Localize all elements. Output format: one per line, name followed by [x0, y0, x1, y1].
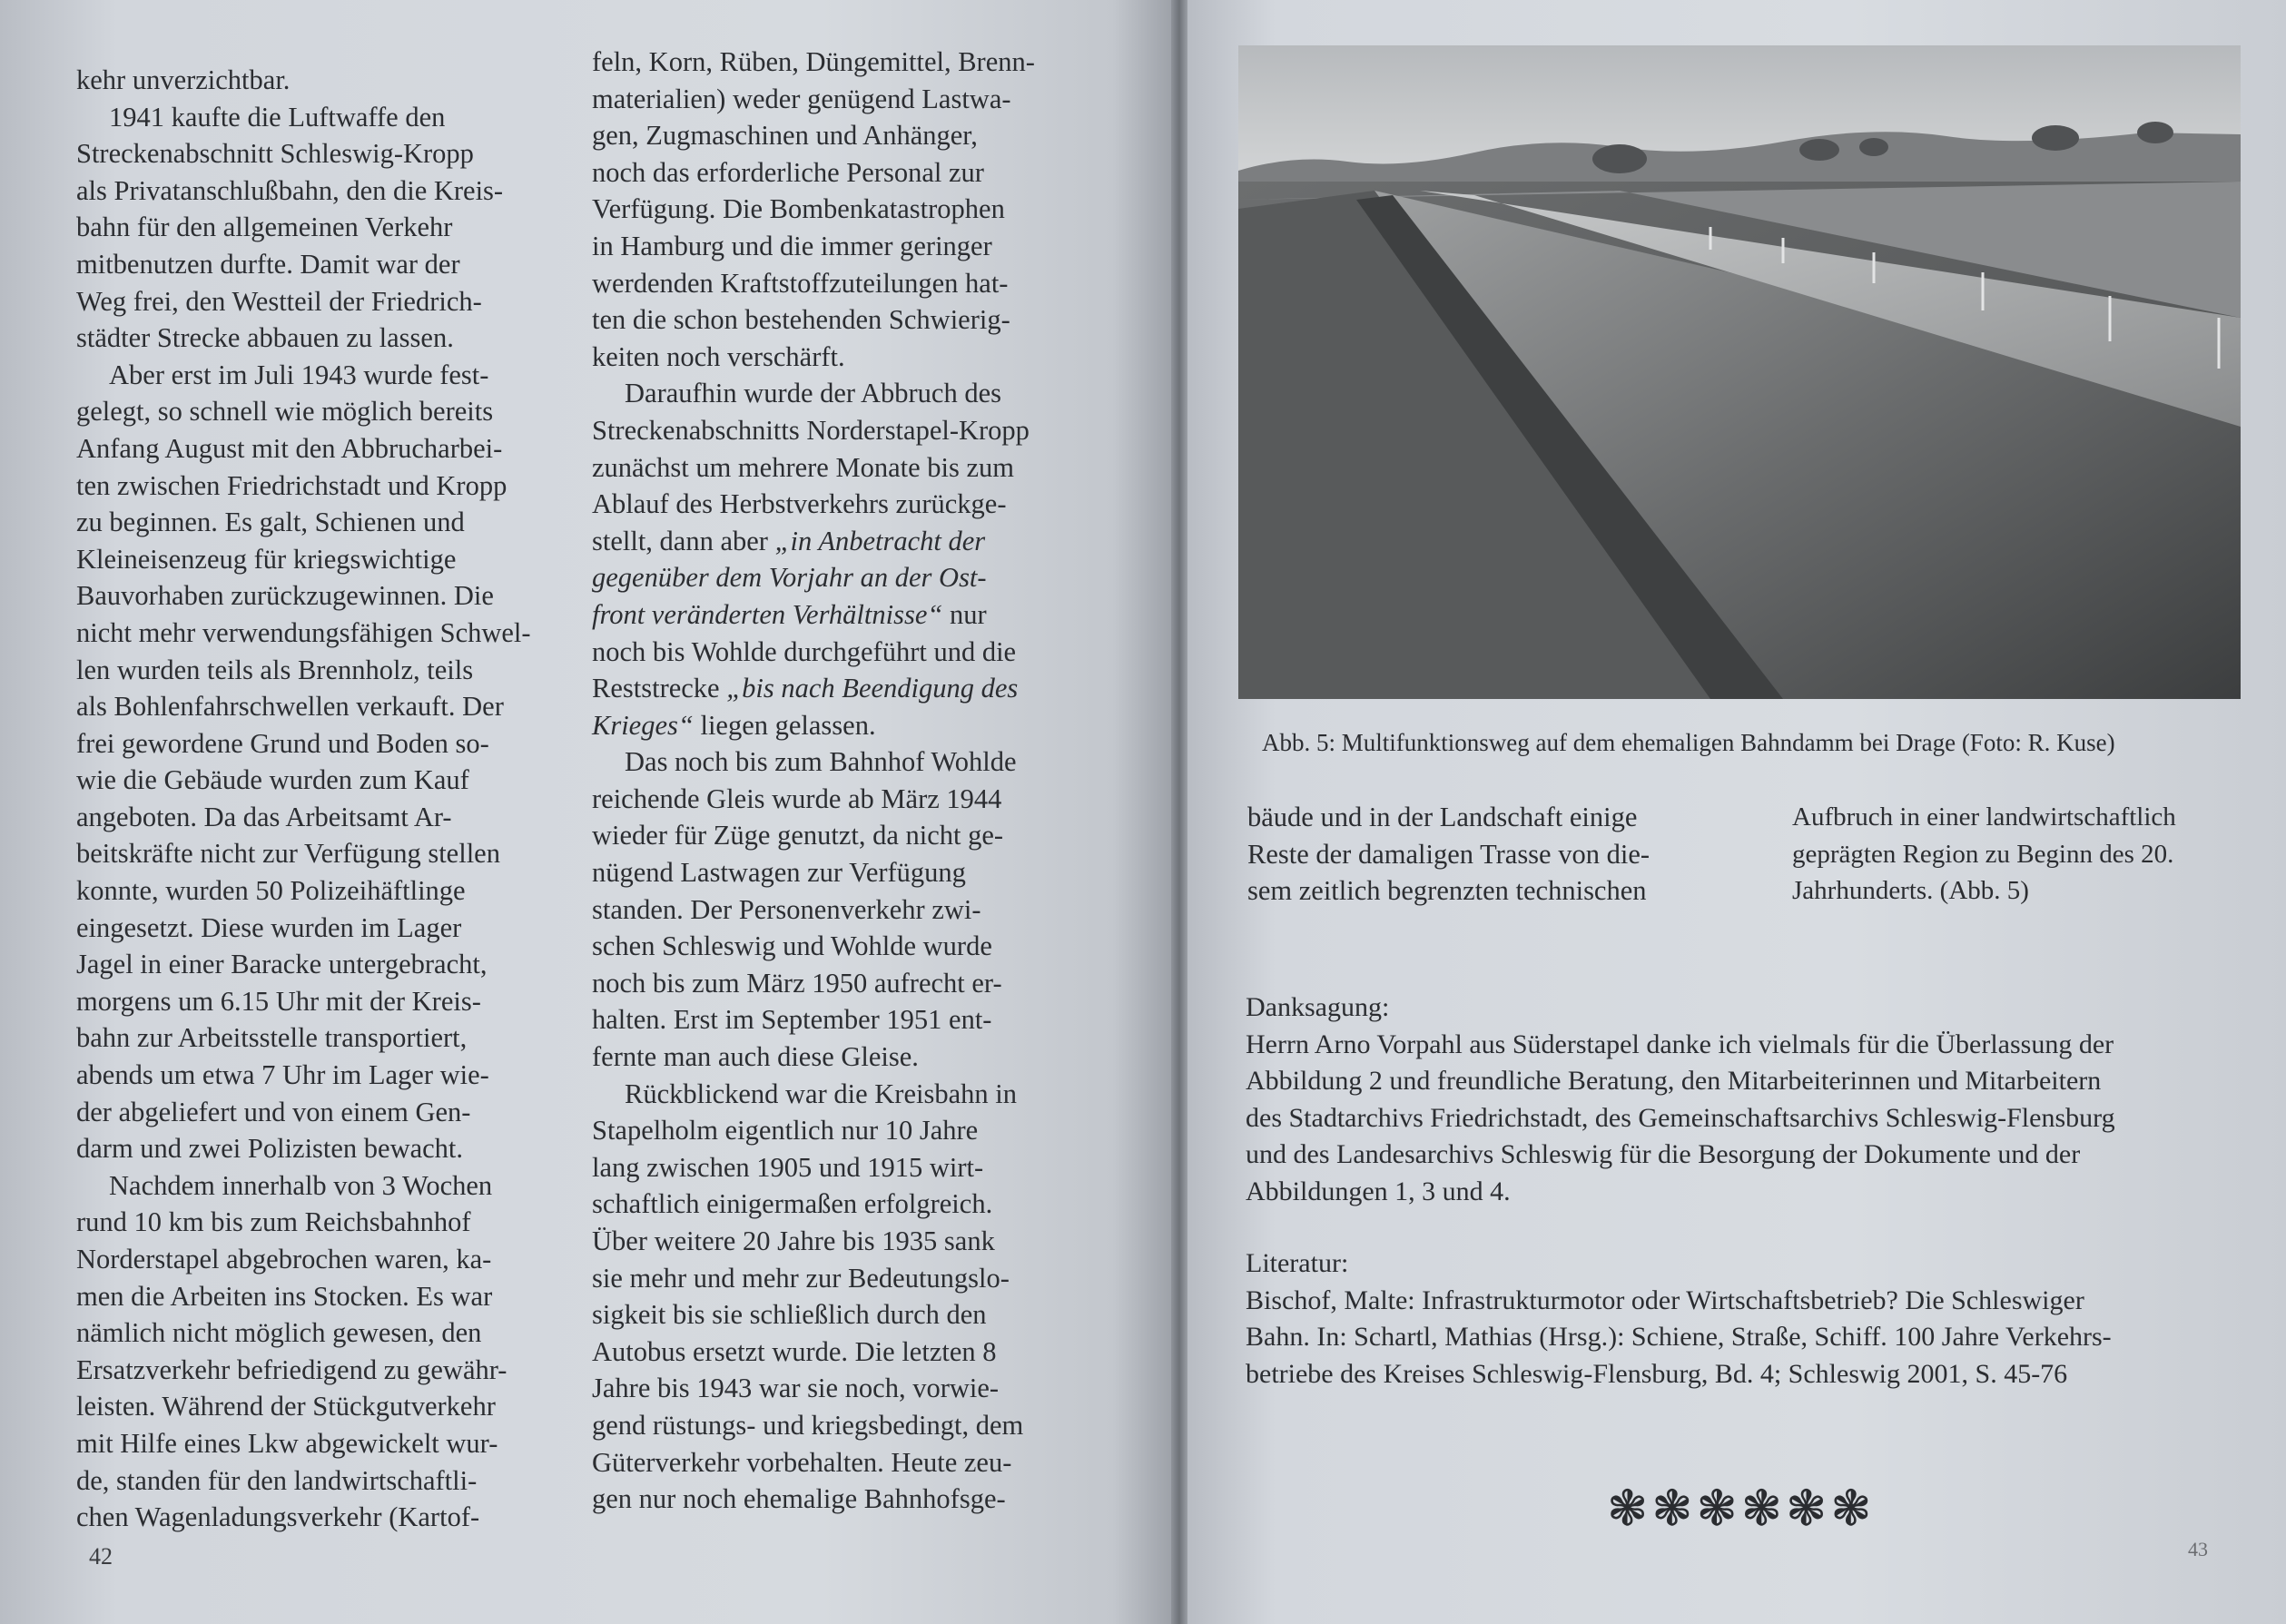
text-run: sie mehr und mehr zur Bedeutungslo- — [592, 1262, 1010, 1294]
acknowledgements-heading: Danksagung: — [1246, 992, 1390, 1022]
text-line — [592, 1481, 1089, 1518]
text-line — [76, 1204, 548, 1241]
text-line — [592, 965, 1089, 1002]
text-run: noch bis zum März 1950 aufrecht er- — [592, 967, 1002, 999]
text-run: Nachdem innerhalb von 3 Wochen — [109, 1169, 493, 1201]
text-line: Reste der damaligen Trasse von die- — [1247, 838, 1650, 870]
text-line: Bahn. In: Schartl, Mathias (Hrsg.): Schiene, Straße, Schiff. 100 Jahre Verkehrs- — [1246, 1322, 2112, 1353]
right-page-column-1 — [1247, 799, 1752, 910]
text-run: Jagel in einer Baracke untergebracht, — [76, 949, 488, 980]
italic-quote: „bis nach Beendigung des — [726, 673, 1019, 704]
text-run: gend rüstungs- und kriegsbedingt, dem — [592, 1409, 1024, 1441]
text-line — [76, 577, 548, 615]
literature-heading: Literatur: — [1246, 1248, 1349, 1278]
acknowledgements — [1246, 989, 2244, 1211]
text-line — [76, 393, 548, 430]
text-run: Verfügung. Die Bombenkatastrophen — [592, 193, 1005, 225]
text-line — [76, 1019, 548, 1057]
text-line — [76, 1425, 548, 1462]
text-line — [592, 1296, 1089, 1334]
text-line — [592, 707, 1089, 744]
text-run: stellt, dann aber — [592, 525, 768, 556]
italic-quote: Krieges“ — [592, 709, 694, 741]
text-run: beitskräfte nicht zur Verfügung stellen — [76, 838, 500, 870]
text-line — [592, 1407, 1089, 1444]
text-run: morgens um 6.15 Uhr mit der Kreis- — [76, 985, 481, 1017]
text-run: Das noch bis zum Bahnhof Wohlde — [625, 746, 1017, 778]
text-run: ten die schon bestehenden Schwierig- — [592, 304, 1010, 336]
text-run: Bauvorhaben zurückzugewinnen. Die — [76, 580, 494, 612]
text-run: Ersatzverkehr befriedigend zu gewähr- — [76, 1353, 507, 1385]
text-run: Anfang August mit den Abbrucharbei- — [76, 432, 503, 464]
text-run: nicht mehr verwendungsfähigen Schwel- — [76, 616, 531, 648]
text-line — [592, 1444, 1089, 1481]
text-run: Weg frei, den Westteil der Friedrich- — [76, 285, 482, 317]
text-run: gen nur noch ehemalige Bahnhofsge- — [592, 1483, 1006, 1515]
italic-quote: „in Anbetracht der — [774, 525, 986, 556]
text-run: Über weitere 20 Jahre bis 1935 sank — [592, 1225, 995, 1256]
text-line — [76, 135, 548, 172]
text-line: Herrn Arno Vorpahl aus Süderstapel danke ich vielmals für die Überlassung der — [1246, 1029, 2114, 1059]
text-line — [76, 1462, 548, 1500]
text-line — [592, 412, 1089, 449]
text-run: zunächst um mehrere Monate bis zum — [592, 451, 1014, 483]
text-line — [592, 1038, 1089, 1076]
text-run: standen. Der Personenverkehr zwi- — [592, 893, 981, 925]
page-number-right: 43 — [2188, 1538, 2208, 1560]
text-run: eingesetzt. Diese wurden im Lager — [76, 911, 462, 943]
text-line — [76, 172, 548, 210]
text-line — [76, 688, 548, 725]
text-line — [76, 946, 548, 983]
text-line: des Stadtarchivs Friedrichstadt, des Gemeinschaftsarchivs Schleswig-Flensburg — [1246, 1102, 2115, 1133]
text-line — [592, 854, 1089, 891]
text-run: mit Hilfe eines Lkw abgewickelt wur- — [76, 1427, 498, 1459]
italic-quote: front veränderten Verhältnisse“ — [592, 598, 943, 630]
text-run: wieder für Züge genutzt, da nicht ge- — [592, 820, 1004, 851]
text-line — [592, 1223, 1089, 1260]
text-run: noch bis Wohlde durchgeführt und die — [592, 635, 1017, 667]
text-line — [592, 301, 1089, 339]
text-run: nämlich nicht möglich gewesen, den — [76, 1317, 482, 1349]
text-line — [592, 891, 1089, 929]
text-run: Stapelholm eigentlich nur 10 Jahre — [592, 1115, 979, 1147]
text-run: gen, Zugmaschinen und Anhänger, — [592, 120, 978, 152]
text-run-tail: nur — [942, 598, 987, 630]
text-line — [592, 1260, 1089, 1297]
text-run: leisten. Während der Stückgutverkehr — [76, 1391, 496, 1422]
text-line — [592, 1334, 1089, 1371]
text-line — [592, 781, 1089, 818]
text-run: schen Schleswig und Wohlde wurde — [592, 930, 992, 962]
text-line — [76, 62, 548, 99]
text-line — [592, 486, 1089, 523]
text-line — [592, 1186, 1089, 1223]
text-line — [76, 468, 548, 505]
text-line — [76, 99, 548, 136]
text-line — [592, 449, 1089, 487]
text-run: Kleineisenzeug für kriegswichtige — [76, 543, 457, 575]
text-run: als Bohlenfahrschwellen verkauft. Der — [76, 691, 504, 723]
text-line — [592, 191, 1089, 228]
text-line — [592, 228, 1089, 265]
text-run: men die Arbeiten ins Stocken. Es war — [76, 1280, 493, 1312]
text-line — [592, 596, 1089, 634]
text-line: Aufbruch in einer landwirtschaftlich — [1792, 802, 2176, 832]
text-line — [76, 799, 548, 836]
text-line — [76, 1094, 548, 1131]
text-line — [592, 634, 1089, 671]
text-line — [592, 265, 1089, 302]
right-page-column-2 — [1792, 799, 2237, 910]
text-line — [592, 1149, 1089, 1186]
text-line: und des Landesarchivs Schleswig für die Besorgung der Dokumente und der — [1246, 1139, 2081, 1170]
text-run: Norderstapel abgebrochen waren, ka- — [76, 1244, 492, 1275]
text-line — [76, 615, 548, 652]
text-run: rund 10 km bis zum Reichsbahnhof — [76, 1206, 471, 1238]
text-line: sem zeitlich begrenzten technischen — [1247, 875, 1647, 907]
text-run: Daraufhin wurde der Abbruch des — [625, 378, 1001, 409]
text-line — [592, 375, 1089, 412]
book-gutter — [1171, 0, 1187, 1624]
text-run: Autobus ersetzt wurde. Die letzten 8 — [592, 1335, 997, 1367]
text-run: Jahre bis 1943 war sie noch, vorwie- — [592, 1373, 1000, 1404]
text-line — [592, 743, 1089, 781]
text-run-tail: liegen gelassen. — [693, 709, 876, 741]
text-run: bahn für den allgemeinen Verkehr — [76, 212, 453, 243]
text-run: 1941 kaufte die Luftwaffe den — [109, 101, 446, 133]
text-run: Rückblickend war die Kreisbahn in — [625, 1078, 1017, 1109]
text-line — [592, 1112, 1089, 1149]
text-line — [592, 81, 1089, 118]
text-run: kehr unverzichtbar. — [76, 64, 291, 95]
text-line — [76, 910, 548, 947]
text-line — [592, 117, 1089, 154]
text-line: bäude und in der Landschaft einige — [1247, 802, 1638, 832]
text-run: zu beginnen. Es galt, Schienen und — [76, 507, 465, 538]
text-line — [592, 339, 1089, 376]
text-line — [76, 1130, 548, 1167]
text-run: reichende Gleis wurde ab März 1944 — [592, 782, 1002, 814]
left-page-column-1 — [76, 62, 548, 1536]
text-line — [592, 559, 1089, 596]
text-line — [592, 1001, 1089, 1038]
text-run: schaftlich einigermaßen erfolgreich. — [592, 1188, 993, 1220]
text-line: Abbildungen 1, 3 und 4. — [1246, 1176, 1511, 1206]
text-run: bahn zur Arbeitsstelle transportiert, — [76, 1022, 468, 1054]
text-run: darm und zwei Polizisten bewacht. — [76, 1133, 464, 1165]
text-line — [76, 1167, 548, 1205]
text-line — [592, 817, 1089, 854]
text-run: fernte man auch diese Gleise. — [592, 1041, 919, 1073]
text-line — [76, 283, 548, 320]
text-line — [592, 523, 1089, 560]
text-run: abends um etwa 7 Uhr im Lager wie- — [76, 1059, 489, 1091]
text-run: in Hamburg und die immer geringer — [592, 230, 992, 261]
text-line — [76, 320, 548, 357]
text-run: städter Strecke abbauen zu lassen. — [76, 322, 454, 354]
text-line — [592, 154, 1089, 192]
text-line — [76, 983, 548, 1020]
text-line — [76, 430, 548, 468]
text-line — [592, 928, 1089, 965]
text-line — [76, 1314, 548, 1352]
page-number-left: 42 — [89, 1543, 113, 1570]
text-line — [592, 44, 1089, 81]
text-run: Streckenabschnitts Norderstapel-Kropp — [592, 414, 1030, 446]
text-run: Aber erst im Juli 1943 wurde fest- — [109, 359, 489, 390]
text-run: Streckenabschnitt Schleswig-Kropp — [76, 138, 474, 170]
text-line — [592, 670, 1089, 707]
text-line — [76, 1057, 548, 1094]
text-run: len wurden teils als Brennholz, teils — [76, 654, 474, 685]
embankment-photo — [1238, 45, 2241, 699]
text-line — [76, 209, 548, 246]
text-line — [76, 504, 548, 541]
text-line — [76, 725, 548, 763]
text-line: geprägten Region zu Beginn des 20. — [1792, 839, 2174, 869]
text-line — [76, 1388, 548, 1425]
text-line — [76, 762, 548, 799]
text-run: halten. Erst im September 1951 ent- — [592, 1004, 992, 1036]
text-run: angeboten. Da das Arbeitsamt Ar- — [76, 801, 452, 832]
photo-caption: Abb. 5: Multifunktionsweg auf dem ehemaligen Bahndamm bei Drage (Foto: R. Kuse) — [1262, 729, 2115, 756]
text-line — [76, 357, 548, 394]
text-run: Reststrecke — [592, 673, 720, 704]
text-run: keiten noch verschärft. — [592, 340, 845, 372]
text-line — [76, 1499, 548, 1536]
text-run: feln, Korn, Rüben, Düngemittel, Brenn- — [592, 46, 1035, 77]
text-line — [76, 872, 548, 910]
text-run: als Privatanschlußbahn, den die Kreis- — [76, 174, 504, 206]
text-run: mitbenutzen durfte. Damit war der — [76, 248, 460, 280]
italic-quote: gegenüber dem Vorjahr an der Ost- — [592, 562, 987, 594]
text-line: Abbildung 2 und freundliche Beratung, den Mitarbeiterinnen und Mitarbeitern — [1246, 1066, 2102, 1097]
text-run: chen Wagenladungsverkehr (Kartof- — [76, 1501, 480, 1533]
text-run: Ablauf des Herbstverkehrs zurückge- — [592, 488, 1007, 520]
text-run: nügend Lastwagen zur Verfügung — [592, 857, 966, 889]
text-line: betriebe des Kreises Schleswig-Flensburg, Bd. 4; Schleswig 2001, S. 45-76 — [1246, 1358, 2068, 1389]
text-run: der abgeliefert und von einem Gen- — [76, 1096, 471, 1127]
text-line — [76, 1278, 548, 1315]
text-run: konnte, wurden 50 Polizeihäftlinge — [76, 875, 466, 907]
text-run: de, standen für den landwirtschaftli- — [76, 1464, 478, 1496]
text-line — [76, 835, 548, 872]
literature — [1246, 1245, 2244, 1393]
text-run: lang zwischen 1905 und 1915 wirt- — [592, 1151, 984, 1183]
text-line — [76, 541, 548, 578]
text-run: werdenden Kraftstoffzuteilungen hat- — [592, 267, 1009, 299]
text-run: noch das erforderliche Personal zur — [592, 156, 984, 188]
text-run: sigkeit bis sie schließlich durch den — [592, 1299, 987, 1331]
left-page-column-2 — [592, 44, 1089, 1518]
text-run: ten zwischen Friedrichstadt und Kropp — [76, 469, 507, 501]
text-line: Jahrhunderts. (Abb. 5) — [1792, 876, 2029, 906]
text-line — [76, 652, 548, 689]
text-line — [76, 1241, 548, 1278]
text-line — [76, 1352, 548, 1389]
ornament-stars: ❃❃❃❃❃❃ — [1607, 1480, 1876, 1537]
text-run: materialien) weder genügend Lastwa- — [592, 83, 1011, 114]
text-line — [76, 246, 548, 283]
text-run: gelegt, so schnell wie möglich bereits — [76, 396, 494, 428]
text-line — [592, 1370, 1089, 1407]
text-line: Bischof, Malte: Infrastrukturmotor oder Wirtschaftsbetrieb? Die Schleswiger — [1246, 1284, 2084, 1315]
text-run: wie die Gebäude wurden zum Kauf — [76, 764, 469, 796]
text-run: frei gewordene Grund und Boden so- — [76, 727, 489, 759]
text-line — [592, 1076, 1089, 1113]
text-run: Güterverkehr vorbehalten. Heute zeu- — [592, 1446, 1012, 1478]
